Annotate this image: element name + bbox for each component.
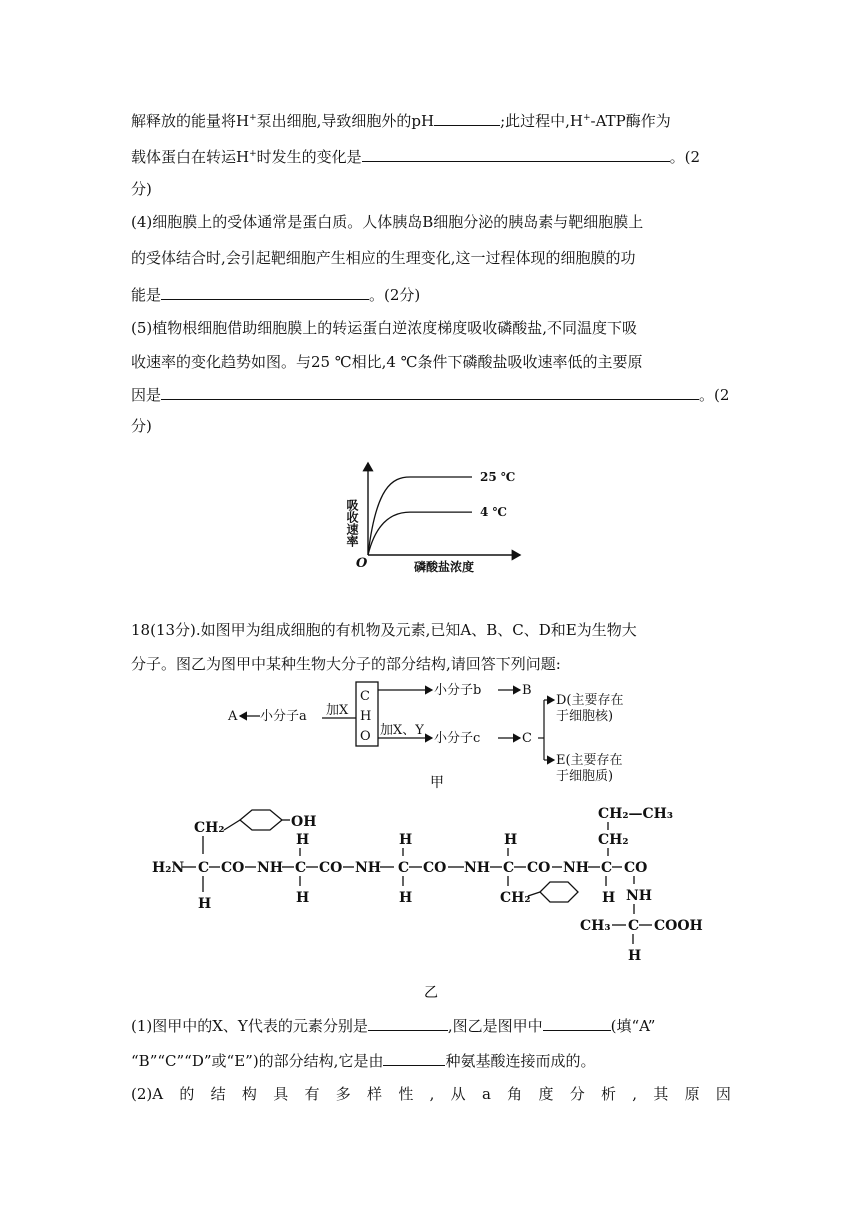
- carbonyl-2: CO: [319, 860, 343, 876]
- imino-3: NH: [464, 860, 491, 876]
- element-h: H: [360, 709, 372, 724]
- q17-line1: 解释放的能量将H+泵出细胞,导致细胞外的pH ;此过程中,H+-ATP酶作为: [131, 112, 671, 130]
- q18-s2-char: 有: [304, 1085, 320, 1103]
- answer-blank[interactable]: [434, 110, 500, 126]
- q17-p5-line3: 因是 。(2: [131, 386, 730, 404]
- carboxyl-group: COOH: [654, 918, 703, 934]
- macromolecule-d-line2: 于细胞核): [556, 709, 614, 724]
- q18-s2-char: 度: [538, 1085, 554, 1103]
- imino-5: NH: [626, 888, 653, 904]
- q18-s2-char: 其: [653, 1085, 669, 1103]
- answer-blank[interactable]: [543, 1015, 611, 1031]
- q18-s2-line1: [131, 1084, 731, 1104]
- macromolecule-e-line2: 于细胞质): [556, 769, 614, 784]
- h-atom: H: [399, 832, 413, 848]
- q18-s2-char: 具: [273, 1085, 289, 1103]
- q18-s2-char: 分: [569, 1085, 585, 1103]
- macromolecule-c: C: [522, 731, 532, 746]
- series-label-25c: 25 ℃: [480, 470, 516, 484]
- label-add-xy: 加X、Y: [380, 723, 424, 738]
- q18-line1: 18(13分).如图甲为组成细胞的有机物及元素,已知A、B、C、D和E为生物大: [131, 621, 637, 639]
- label-add-x: 加X: [326, 703, 349, 718]
- answer-blank[interactable]: [362, 146, 670, 162]
- benzene-ring-1: [240, 810, 282, 830]
- q18-s2-char: 角: [507, 1085, 523, 1103]
- carbonyl-3: CO: [423, 860, 447, 876]
- q17-p4-line1: (4)细胞膜上的受体通常是蛋白质。人体胰岛B细胞分泌的胰岛素与靶细胞膜上: [131, 213, 644, 231]
- q18-line2: 分子。图乙为图甲中某种生物大分子的部分结构,请回答下列问题:: [131, 655, 561, 673]
- benzene-ring-2: [540, 882, 578, 902]
- h-atom: H: [296, 832, 310, 848]
- h-atom: H: [602, 890, 616, 906]
- macromolecule-e-line1: E(主要存在: [556, 753, 623, 768]
- q17-line2: 载体蛋白在转运H+时发生的变化是 。(2: [131, 148, 701, 166]
- macromolecule-b: B: [522, 683, 532, 698]
- answer-blank[interactable]: [383, 1050, 445, 1066]
- q18-s2-char: 析: [601, 1085, 617, 1103]
- q18-s2-char: 构: [241, 1085, 257, 1103]
- q18-s2-char: 的: [179, 1085, 195, 1103]
- h-atom: H: [504, 832, 518, 848]
- series-label-4c: 4 ℃: [480, 505, 507, 520]
- carbonyl-4: CO: [527, 860, 551, 876]
- series-line-25c: [368, 477, 472, 555]
- q18-s2-char: 结: [210, 1085, 226, 1103]
- y-axis-label: 吸收速率: [345, 499, 359, 547]
- alpha-carbon-6: C: [628, 918, 640, 934]
- alpha-carbon-3: C: [398, 860, 410, 876]
- alpha-carbon-5: C: [601, 860, 613, 876]
- alpha-carbon-1: C: [198, 860, 210, 876]
- element-o: O: [360, 729, 371, 744]
- q17-p4-line2: 的受体结合时,会引起靶细胞产生相应的生理变化,这一过程体现的细胞膜的功: [131, 249, 636, 267]
- q18-s2-char: 从: [450, 1085, 466, 1103]
- q18-s2-char: 原: [684, 1085, 700, 1103]
- q18-s1-line2: “B”“C”“D”或“E”)的部分结构,它是由 种氨基酸连接而成的。: [131, 1052, 596, 1070]
- absorption-rate-chart: [340, 455, 530, 580]
- h-atom: H: [296, 890, 310, 906]
- origin-label: O: [356, 556, 368, 571]
- series-line-4c: [368, 512, 472, 555]
- ch2-phenylalanine: CH₂: [500, 890, 531, 906]
- alpha-carbon-4: C: [503, 860, 515, 876]
- q18-s1-line1: (1)图甲中的X、Y代表的元素分别是 ,图乙是图甲中 (填“A”: [131, 1017, 656, 1035]
- imino-4: NH: [563, 860, 590, 876]
- answer-blank[interactable]: [161, 384, 699, 400]
- h-atom: H: [198, 896, 212, 912]
- q18-s2-char: ,: [632, 1085, 638, 1103]
- ch2-residue-5: CH₂: [598, 832, 629, 848]
- answer-blank[interactable]: [368, 1015, 448, 1031]
- h-atom: H: [628, 948, 642, 964]
- q17-p5-line4: 分): [131, 417, 152, 435]
- figure-yi-caption: 乙: [424, 985, 438, 1001]
- methyl-group: CH₃: [580, 918, 611, 934]
- q18-s2-char: a: [481, 1085, 491, 1103]
- macromolecule-a: A: [228, 709, 238, 724]
- q18-s2-char: 因: [715, 1085, 731, 1103]
- x-axis-label: 磷酸盐浓度: [414, 560, 475, 574]
- q18-s2-char: 性: [398, 1085, 414, 1103]
- macromolecule-d-line1: D(主要存在: [556, 693, 624, 708]
- imino-1: NH: [257, 860, 284, 876]
- imino-2: NH: [355, 860, 382, 876]
- ethyl-group: CH₂—CH₃: [598, 806, 674, 822]
- q17-p5-line2: 收速率的变化趋势如图。与25 ℃相比,4 ℃条件下磷酸盐吸收速率低的主要原: [131, 353, 643, 371]
- amino-group: H₂N: [152, 860, 185, 876]
- small-molecule-c: 小分子c: [434, 731, 481, 746]
- q17-p5-line1: (5)植物根细胞借助细胞膜上的转运蛋白逆浓度梯度吸收磷酸盐,不同温度下吸: [131, 319, 638, 337]
- q17-line3: 分): [131, 180, 152, 198]
- carbonyl-5: CO: [624, 860, 648, 876]
- small-molecule-b: 小分子b: [434, 683, 482, 698]
- alpha-carbon-2: C: [295, 860, 307, 876]
- h-atom: H: [399, 890, 413, 906]
- ch2-tyrosine: CH₂: [194, 820, 225, 836]
- element-c: C: [360, 689, 370, 704]
- figure-jia-caption: 甲: [430, 775, 444, 791]
- q18-s2-char: (2)A: [131, 1085, 164, 1103]
- q18-s2-char: 多: [335, 1085, 351, 1103]
- q18-s2-char: 样: [367, 1085, 383, 1103]
- hydroxyl-group: OH: [291, 814, 317, 830]
- figure-yi-peptide: [148, 796, 718, 968]
- carbonyl-1: CO: [221, 860, 245, 876]
- q17-p4-line3: 能是 。(2分): [131, 286, 421, 304]
- small-molecule-a: 小分子a: [260, 709, 307, 724]
- answer-blank[interactable]: [161, 284, 369, 300]
- q18-s2-char: ,: [429, 1085, 435, 1103]
